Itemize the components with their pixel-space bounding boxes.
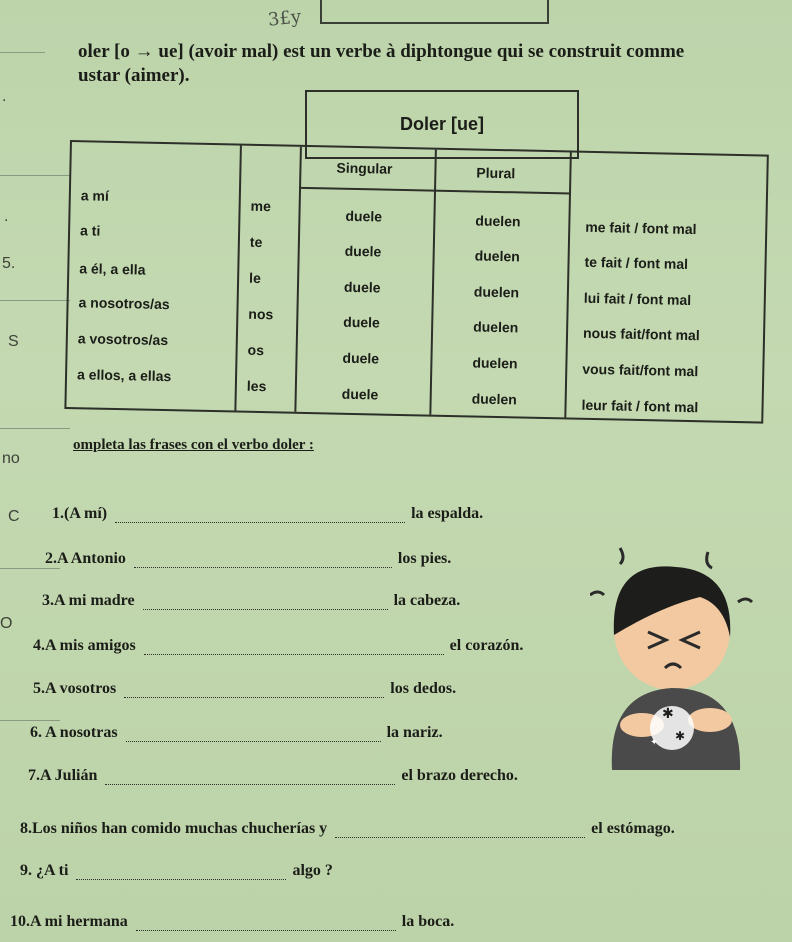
exercise-line	[10, 913, 454, 931]
sick-boy-stomach-ache-icon	[590, 540, 780, 775]
answer-blank[interactable]	[335, 821, 585, 838]
exercise-label: 8.Los niños han comido muchas chucherías y	[20, 820, 328, 837]
exercise-ending: la boca.	[401, 913, 455, 930]
singular-cell: duele	[342, 349, 380, 367]
plural-cell: duelen	[475, 212, 521, 230]
margin-mark: S	[8, 333, 19, 350]
clitic-cell: le	[248, 269, 262, 287]
exercise-label: 9. ¿A ti	[20, 862, 69, 879]
exercise-label: 5.A vosotros	[33, 680, 117, 697]
french-cell: me fait / font mal	[585, 218, 697, 238]
sweat-mark	[620, 548, 623, 564]
intro-line: ustar (aimer).	[78, 65, 190, 86]
margin-mark: 5.	[2, 255, 16, 272]
answer-blank[interactable]	[124, 681, 384, 698]
exercise-line	[42, 592, 460, 610]
french-cell: lui fait / font mal	[583, 289, 692, 309]
column-header-singular: Singular	[336, 159, 393, 177]
exercise-ending: los dedos.	[390, 680, 457, 697]
exercise-line	[33, 680, 456, 698]
margin-mark: no	[2, 450, 20, 467]
french-cell: te fait / font mal	[584, 253, 689, 272]
pronoun-cell: a nosotros/as	[78, 294, 170, 313]
margin-mark: .	[2, 88, 7, 105]
pain-star: ✱	[675, 729, 686, 743]
plural-cell: duelen	[472, 354, 518, 372]
clitic-cell: me	[250, 197, 272, 215]
exercise-ending: el brazo derecho.	[401, 767, 518, 784]
exercise-line	[52, 505, 483, 523]
exercise-line	[28, 767, 518, 785]
exercise-ending: algo ?	[292, 862, 333, 879]
notebook-rule	[0, 720, 60, 721]
pain-star: ✦	[650, 737, 659, 748]
clitic-cell: os	[247, 341, 265, 359]
sweat-mark	[590, 592, 604, 595]
exercise-ending: el corazón.	[449, 637, 524, 654]
pronoun-cell: a ellos, a ellas	[76, 366, 172, 385]
intro-line: oler [o → ue] (avoir mal) est un verbe à diphtongue qui se construit comme	[78, 41, 685, 62]
exercise-label: 2.A Antonio	[45, 550, 126, 567]
margin-mark: C	[8, 508, 20, 525]
answer-blank[interactable]	[134, 551, 392, 568]
exercise-ending: la espalda.	[411, 505, 484, 522]
sweat-mark	[738, 599, 752, 602]
top-box	[320, 0, 549, 24]
french-cell: leur fait / font mal	[581, 396, 699, 416]
exercise-ending: el estómago.	[591, 820, 675, 837]
pronoun-cell: a mí	[80, 187, 110, 204]
exercise-label: 4.A mis amigos	[33, 637, 136, 654]
margin-mark: .	[4, 208, 9, 225]
answer-blank[interactable]	[105, 768, 395, 785]
column-header-plural: Plural	[476, 164, 516, 182]
exercise-ending: los pies.	[397, 550, 452, 567]
exercise-label: 3.A mi madre	[42, 592, 135, 609]
exercise-label: 10.A mi hermana	[10, 913, 128, 930]
notebook-rule	[0, 568, 60, 569]
exercise-line	[33, 637, 523, 655]
exercise-instruction: ompleta las frases con el verbo doler :	[73, 437, 314, 453]
exercise-ending: la cabeza.	[393, 592, 461, 609]
singular-cell: duele	[343, 278, 381, 296]
pronoun-cell: a vosotros/as	[77, 330, 169, 349]
notebook-rule	[0, 52, 45, 53]
singular-cell: duele	[341, 385, 379, 403]
hand	[688, 708, 732, 732]
notebook-rule	[0, 428, 70, 429]
singular-cell: duele	[345, 207, 383, 225]
exercise-line	[30, 724, 443, 742]
table-title: Doler [ue]	[305, 90, 579, 159]
answer-blank[interactable]	[136, 914, 396, 931]
intro-text	[78, 40, 684, 88]
clitic-cell: te	[249, 233, 263, 251]
plural-cell: duelen	[471, 390, 517, 408]
french-cell: nous fait/font mal	[582, 324, 700, 344]
notebook-rule	[0, 175, 70, 176]
singular-cell: duele	[344, 242, 382, 260]
answer-blank[interactable]	[144, 638, 444, 655]
answer-blank[interactable]	[126, 725, 381, 742]
answer-blank[interactable]	[115, 506, 405, 523]
pronoun-cell: a él, a ella	[79, 260, 146, 278]
exercise-line	[20, 820, 675, 838]
pronoun-cell: a ti	[79, 222, 101, 239]
singular-cell: duele	[343, 313, 380, 331]
plural-cell: duelen	[473, 283, 520, 301]
sweat-mark	[707, 552, 712, 568]
table-divider	[234, 146, 242, 411]
pain-star: ✱	[662, 705, 674, 721]
answer-blank[interactable]	[143, 593, 388, 610]
exercise-line	[20, 862, 333, 880]
notebook-rule	[0, 300, 70, 301]
exercise-label: 6. A nosotras	[30, 724, 118, 741]
exercise-line	[45, 550, 451, 568]
clitic-cell: nos	[248, 305, 274, 323]
answer-blank[interactable]	[76, 863, 286, 880]
exercise-label: 1.(A mí)	[52, 505, 108, 522]
french-cell: vous fait/font mal	[582, 360, 699, 380]
exercise-ending: la nariz.	[386, 724, 443, 741]
clitic-cell: les	[246, 377, 267, 395]
plural-cell: duelen	[474, 247, 520, 265]
plural-cell: duelen	[473, 318, 519, 336]
conjugation-table	[64, 140, 768, 424]
handwritten-doodle: 3£y	[266, 6, 303, 31]
exercise-label: 7.A Julián	[28, 767, 98, 784]
margin-mark: O	[0, 615, 13, 632]
